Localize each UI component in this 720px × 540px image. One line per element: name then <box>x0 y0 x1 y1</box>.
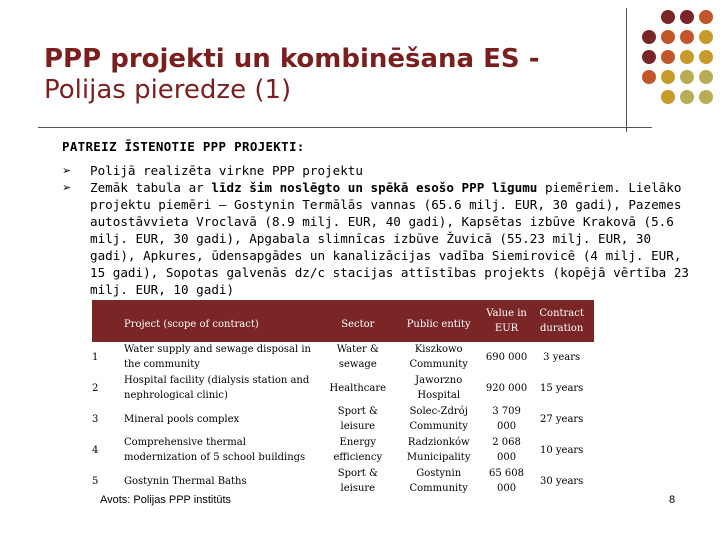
decorative-dot <box>680 50 694 64</box>
decorative-dot <box>661 90 675 104</box>
cell-duration: 3 years <box>543 351 581 363</box>
cell-value: 690 000 <box>485 351 528 363</box>
cell-value: 65 608 000 <box>489 468 525 494</box>
table-row <box>92 435 594 466</box>
cell-sector: Sport & leisure <box>337 406 378 432</box>
page-number: 8 <box>669 494 676 506</box>
decorative-dot <box>680 70 694 84</box>
row-number: 2 <box>92 382 99 394</box>
bullet-item-2 <box>62 179 702 298</box>
row-number: 3 <box>92 413 99 425</box>
bullet-list <box>62 162 702 298</box>
decorative-dot <box>699 30 713 44</box>
cell-entity: Jaworzno Hospital <box>415 375 463 401</box>
cell-entity: Radzionków Municipality <box>406 437 471 463</box>
table-row <box>92 373 594 404</box>
title-line-2: Polijas pieredze (1) <box>44 75 292 105</box>
decorative-dot <box>699 90 713 104</box>
cell-project: Hospital facility (dialysis station and nephrological clinic) <box>124 375 310 401</box>
arrow-bullet-icon: ➢ <box>62 181 72 194</box>
decorative-dot <box>642 50 656 64</box>
decorative-dot <box>680 30 694 44</box>
cell-value: 3 709 000 <box>492 406 521 432</box>
row-number: 1 <box>92 351 99 363</box>
bullet-text-2-bold: līdz šim noslēgto un spēkā esošo PPP līgumu <box>211 180 538 195</box>
header-sector: Sector <box>322 300 394 342</box>
cell-duration: 27 years <box>539 413 584 425</box>
bullet-text-2-post: piemēriem. Lielāko projektu piemēri – Gostynin Termālās vannas (65.6 milj. EUR, 30 gadi), Pazemes autostāvvieta Vroclavā (8.9 milj. EUR, 40 gadi), Kapsētas izbūve Krakovā (5.6 milj. EUR, 30 gadi), Apgabala slimnīcas izbūve Žuvicā (55.23 milj. EUR, 30 gadi), Apkures, ūdensapgādes un kanalizācijas vadība Siemirovicē (4 milj. EUR, 15 gadi), Sopotas galvenās dz/c stacijas attīstības projekts (kopējā vērtība 23 milj. EUR, 10 gadi) <box>90 180 689 297</box>
decorative-dot <box>661 10 675 24</box>
table-row <box>92 342 594 373</box>
cell-sector: Healthcare <box>329 382 387 394</box>
arrow-bullet-icon: ➢ <box>62 164 72 177</box>
header-number <box>92 300 122 342</box>
row-number: 5 <box>92 475 99 487</box>
cell-sector: Sport & leisure <box>337 468 378 494</box>
decorative-dot <box>699 10 713 24</box>
cell-sector: Water & sewage <box>336 344 379 370</box>
decorative-dot <box>699 50 713 64</box>
ppp-projects-table <box>92 300 594 497</box>
table-header-row <box>92 300 594 342</box>
cell-entity: Solec-Zdrój Community <box>409 406 468 432</box>
cell-value: 2 068 000 <box>492 437 521 463</box>
title-divider-vertical <box>626 8 627 132</box>
decorative-dot <box>661 70 675 84</box>
cell-entity: Gostynin Community <box>409 468 468 494</box>
cell-project: Water supply and sewage disposal in the community <box>124 344 311 370</box>
source-note: Avots: Polijas PPP institūts <box>100 494 232 506</box>
cell-sector: Energy efficiency <box>333 437 383 463</box>
cell-project: Gostynin Thermal Baths <box>124 475 247 487</box>
cell-entity: Kiszkowo Community <box>409 344 468 370</box>
cell-duration: 30 years <box>539 475 584 487</box>
table-row <box>92 404 594 435</box>
row-number: 4 <box>92 444 99 456</box>
header-duration: Contract duration <box>529 300 594 342</box>
bullet-item-1 <box>62 162 702 179</box>
decorative-dot <box>699 70 713 84</box>
header-entity: Public entity <box>394 300 484 342</box>
header-project: Project (scope of contract) <box>122 300 322 342</box>
decorative-dot-grid <box>642 10 717 110</box>
bullet-text-1: Polijā realizēta virkne PPP projektu <box>90 163 363 178</box>
cell-value: 920 000 <box>485 382 528 394</box>
cell-project: Mineral pools complex <box>124 413 240 425</box>
bullet-text-2-pre: Zemāk tabula ar <box>90 180 212 195</box>
title-divider-horizontal <box>38 127 652 128</box>
table-row <box>92 466 594 497</box>
cell-duration: 15 years <box>539 382 584 394</box>
decorative-dot <box>642 70 656 84</box>
cell-duration: 10 years <box>539 444 584 456</box>
decorative-dot <box>680 90 694 104</box>
decorative-dot <box>661 50 675 64</box>
slide-title <box>44 44 604 106</box>
section-heading: PATREIZ ĪSTENOTIE PPP PROJEKTI: <box>62 139 305 154</box>
decorative-dot <box>642 30 656 44</box>
decorative-dot <box>661 30 675 44</box>
header-value: Value in EUR <box>484 300 530 342</box>
decorative-dot <box>680 10 694 24</box>
title-line-1: PPP projekti un kombinēšana ES - <box>44 44 540 74</box>
cell-project: Comprehensive thermal modernization of 5 school buildings <box>124 437 306 463</box>
